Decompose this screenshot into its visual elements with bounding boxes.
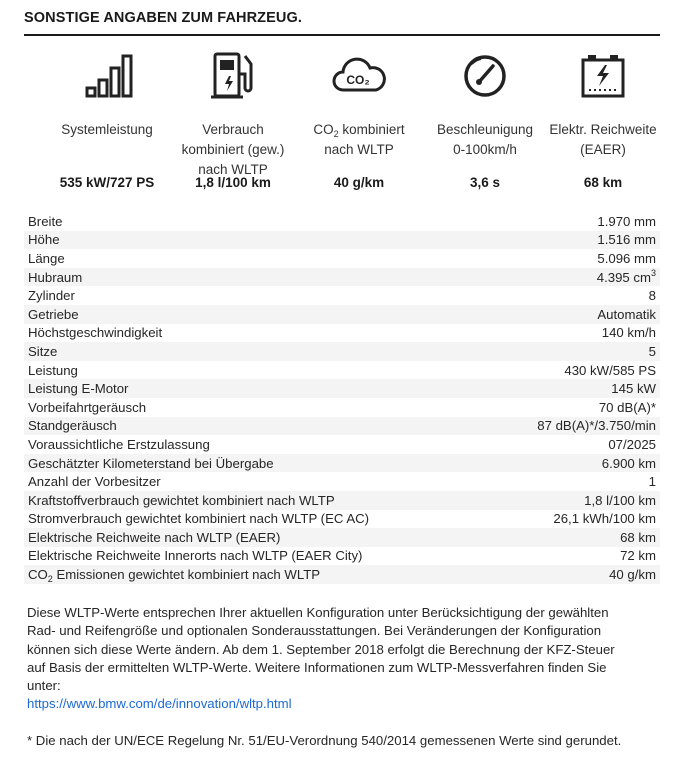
spec-row-fuel-consumption: Kraftstoffverbrauch gewichtet kombiniert nach WLTP 1,8 l/100 km — [24, 491, 660, 510]
section-title: SONSTIGE ANGABEN ZUM FAHRZEUG. — [24, 10, 302, 26]
kpi-label: Elektr. Reichweite (EAER) — [549, 122, 657, 157]
spec-row-power-consumption: Stromverbrauch gewichtet kombiniert nach WLTP (EC AC) 26,1 kWh/100 km — [28, 511, 656, 527]
spec-table — [24, 212, 660, 584]
spec-row-cylinders: Zylinder 8 — [28, 288, 656, 304]
wltp-disclaimer: Diese WLTP-Werte entsprechen Ihrer aktuellen Konfiguration unter Berücksichtigung der gewählten Rad- und Reifengröße und optionalen Sonderausstattungen. Bei Veränderungen der Konfiguration können sich diese Werte ändern. Ab dem 1. September 2018 erfolgt die Berechnung der KFZ-Steuer auf Basis der ermittelten WLTP-Werte. Weitere Informationen zum WLTP-Messverfahren finden Sie unter: https://www.bmw.com/de/innovation/wltp.html — [27, 605, 615, 712]
speedometer-icon — [455, 50, 515, 102]
spec-row-displacement: Hubraum 4.395 $cm^3$ — [24, 268, 660, 287]
spec-row-width: Breite 1.970 mm — [28, 213, 656, 229]
kpi-value: 40 g/km — [333, 175, 385, 190]
kpi-strip — [24, 50, 660, 200]
spec-row-electric-range: Elektrische Reichweite nach WLTP (EAER) 68 km — [24, 528, 660, 547]
kpi-value: 535 kW/727 PS — [59, 175, 155, 190]
fuel-pump-icon — [203, 50, 263, 102]
kpi-value: 1,8 l/100 km — [195, 175, 271, 190]
spec-row-length: Länge 5.096 mm — [28, 250, 656, 266]
battery-icon — [573, 50, 633, 102]
kpi-value: 68 km — [583, 175, 623, 190]
spec-row-mileage: Geschätzter Kilometerstand bei Übergabe 6.900 km — [24, 454, 660, 473]
title-divider — [24, 34, 660, 36]
spec-row-top-speed: Höchstgeschwindigkeit 140 km/h — [28, 325, 656, 341]
spec-row-seats: Sitze 5 — [24, 342, 660, 361]
svg-text:CO₂: CO₂ — [346, 73, 370, 87]
spec-row-pass-by-noise: Vorbeifahrtgeräusch 70 dB(A)* — [28, 399, 656, 415]
spec-row-height: Höhe 1.516 mm — [24, 231, 660, 250]
spec-row-stationary-noise: Standgeräusch 87 dB(A)*/3.750/min — [24, 417, 660, 436]
wltp-info-link[interactable]: https://www.bmw.com/de/innovation/wltp.html — [27, 696, 292, 712]
spec-row-e-motor-power: Leistung E-Motor 145 kW — [24, 379, 660, 398]
spec-row-previous-owners: Anzahl der Vorbesitzer 1 — [28, 474, 656, 490]
kpi-label: $CO_2$ kombiniert nach WLTP — [313, 122, 405, 157]
kpi-label: Systemleistung — [61, 122, 153, 137]
footnote: * Die nach der UN/ECE Regelung Nr. 51/EU-Verordnung 540/2014 gemessenen Werte sind gerundet. — [27, 733, 622, 748]
kpi-label: Beschleunigung 0-100km/h — [436, 122, 534, 157]
spec-row-electric-range-city: Elektrische Reichweite Innerorts nach WLTP (EAER City) 72 km — [28, 548, 656, 564]
spec-row-first-registration: Voraussichtliche Erstzulassung 07/2025 — [28, 436, 656, 452]
spec-row-transmission: Getriebe Automatik — [24, 305, 660, 324]
spec-row-co2-emissions: $CO_2$ Emissionen gewichtet kombiniert nach WLTP 40 g/km — [24, 565, 660, 584]
co2-cloud-icon — [329, 50, 389, 102]
kpi-label: Verbrauch kombiniert (gew.) nach WLTP — [181, 122, 285, 177]
kpi-value: 3,6 s — [469, 175, 501, 190]
spec-row-power: Leistung 430 kW/585 PS — [28, 362, 656, 378]
power-bars-icon — [77, 50, 137, 102]
